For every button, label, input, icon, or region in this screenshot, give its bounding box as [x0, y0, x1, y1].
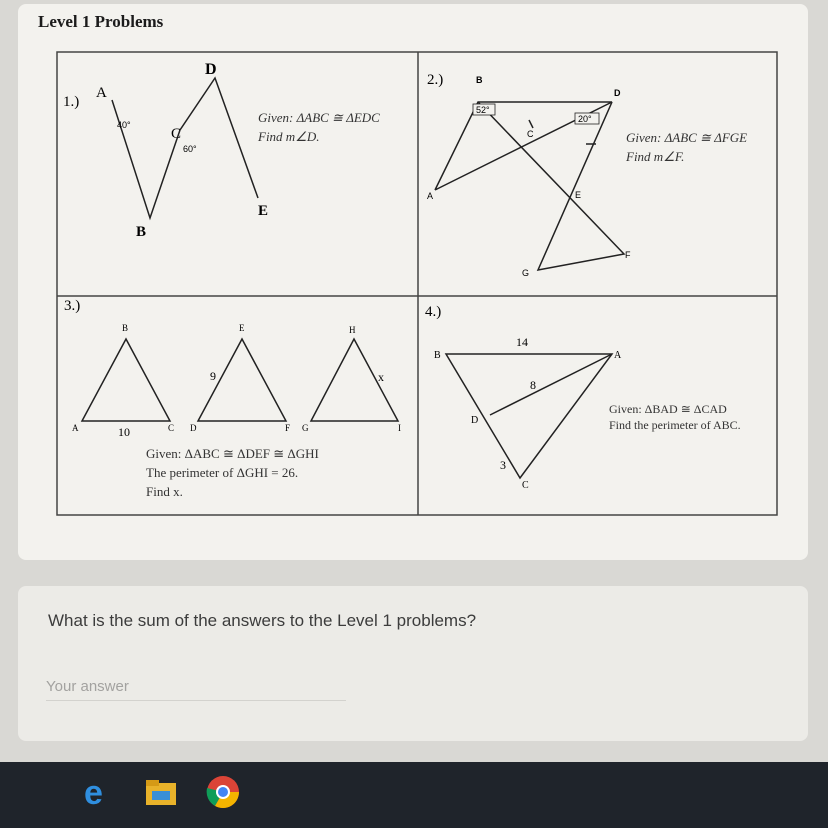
- problem-4-find: Find the perimeter of ABC.: [609, 418, 741, 432]
- triangle-edc: [180, 78, 258, 198]
- angle-2-b: 52°: [476, 105, 490, 115]
- problem-3-given: Given: ΔABC ≅ ΔDEF ≅ ΔGHI: [146, 446, 319, 461]
- svg-text:e: e: [84, 774, 103, 810]
- problem-2: [427, 72, 747, 278]
- label-3-d: D: [190, 423, 197, 433]
- label-4-b: B: [434, 350, 441, 361]
- problem-1: [63, 61, 380, 240]
- file-explorer-icon[interactable]: [143, 774, 179, 810]
- label-1-e: E: [258, 203, 269, 219]
- angle-1-c: 60°: [183, 144, 197, 154]
- label-3-c: C: [168, 423, 175, 433]
- problem-3: [64, 298, 401, 499]
- edge-icon[interactable]: [80, 774, 116, 810]
- label-3-e: E: [239, 323, 245, 333]
- value-3-ef: 9: [210, 369, 216, 383]
- label-3-b: B: [122, 323, 129, 333]
- answer-input[interactable]: [46, 674, 346, 698]
- problem-1-number: 1.): [63, 94, 80, 110]
- triangle-abc: [112, 100, 180, 218]
- label-3-g: G: [302, 423, 309, 433]
- problem-2-find: Find m∠F.: [626, 149, 685, 164]
- angle-2-d: 20°: [578, 114, 592, 124]
- chrome-icon[interactable]: [205, 774, 241, 810]
- value-3-ac: 10: [118, 425, 130, 439]
- question-text: What is the sum of the answers to the Level 1 problems?: [48, 611, 477, 630]
- label-2-b: B: [476, 75, 483, 85]
- value-4-ba: 14: [516, 335, 528, 349]
- problem-3-triangles: [82, 339, 398, 421]
- label-1-a: A: [96, 85, 107, 101]
- value-4-dc: 3: [500, 458, 506, 472]
- triangle-fge: [478, 102, 624, 270]
- angle-1-a: 40°: [117, 120, 131, 130]
- triangle-abc-3: [82, 339, 170, 421]
- label-2-c: C: [527, 129, 534, 139]
- label-1-c: C: [171, 126, 182, 142]
- problem-4-number: 4.): [425, 304, 442, 320]
- label-2-e: E: [575, 190, 582, 200]
- tick-mark-1: [529, 120, 533, 128]
- label-2-f: F: [625, 250, 631, 260]
- problem-3-number: 3.): [64, 298, 81, 314]
- label-2-g: G: [522, 268, 530, 278]
- triangle-ghi: [311, 339, 398, 421]
- label-3-a: A: [72, 423, 79, 433]
- problem-2-given: Given: ΔABC ≅ ΔFGE: [626, 130, 748, 145]
- label-2-a: A: [427, 191, 434, 201]
- segment-ad: [490, 354, 612, 415]
- value-3-hi: x: [378, 370, 384, 384]
- label-4-d: D: [471, 415, 479, 426]
- label-1-d: D: [205, 61, 217, 78]
- label-1-b: B: [136, 224, 147, 240]
- label-3-i: I: [398, 423, 401, 433]
- label-2-d: D: [614, 88, 621, 98]
- label-3-h: H: [349, 325, 356, 335]
- problem-1-given: Given: ΔABC ≅ ΔEDC: [258, 110, 380, 125]
- value-4-ad: 8: [530, 378, 536, 392]
- worksheet-title: Level 1 Problems: [38, 12, 164, 31]
- problem-2-triangles: [435, 102, 624, 270]
- label-4-c: C: [522, 480, 529, 491]
- problem-3-perimeter: The perimeter of ΔGHI = 26.: [146, 465, 299, 480]
- answer-underline: [46, 700, 346, 701]
- label-4-a: A: [614, 350, 622, 361]
- problem-3-find: Find x.: [146, 484, 183, 499]
- problem-4-given: Given: ΔBAD ≅ ΔCAD: [609, 402, 727, 416]
- question-card: [18, 586, 808, 741]
- label-3-f: F: [285, 423, 291, 433]
- taskbar: [0, 762, 828, 828]
- problem-1-find: Find m∠D.: [258, 129, 320, 144]
- problem-2-number: 2.): [427, 72, 444, 88]
- problem-4: [425, 304, 741, 491]
